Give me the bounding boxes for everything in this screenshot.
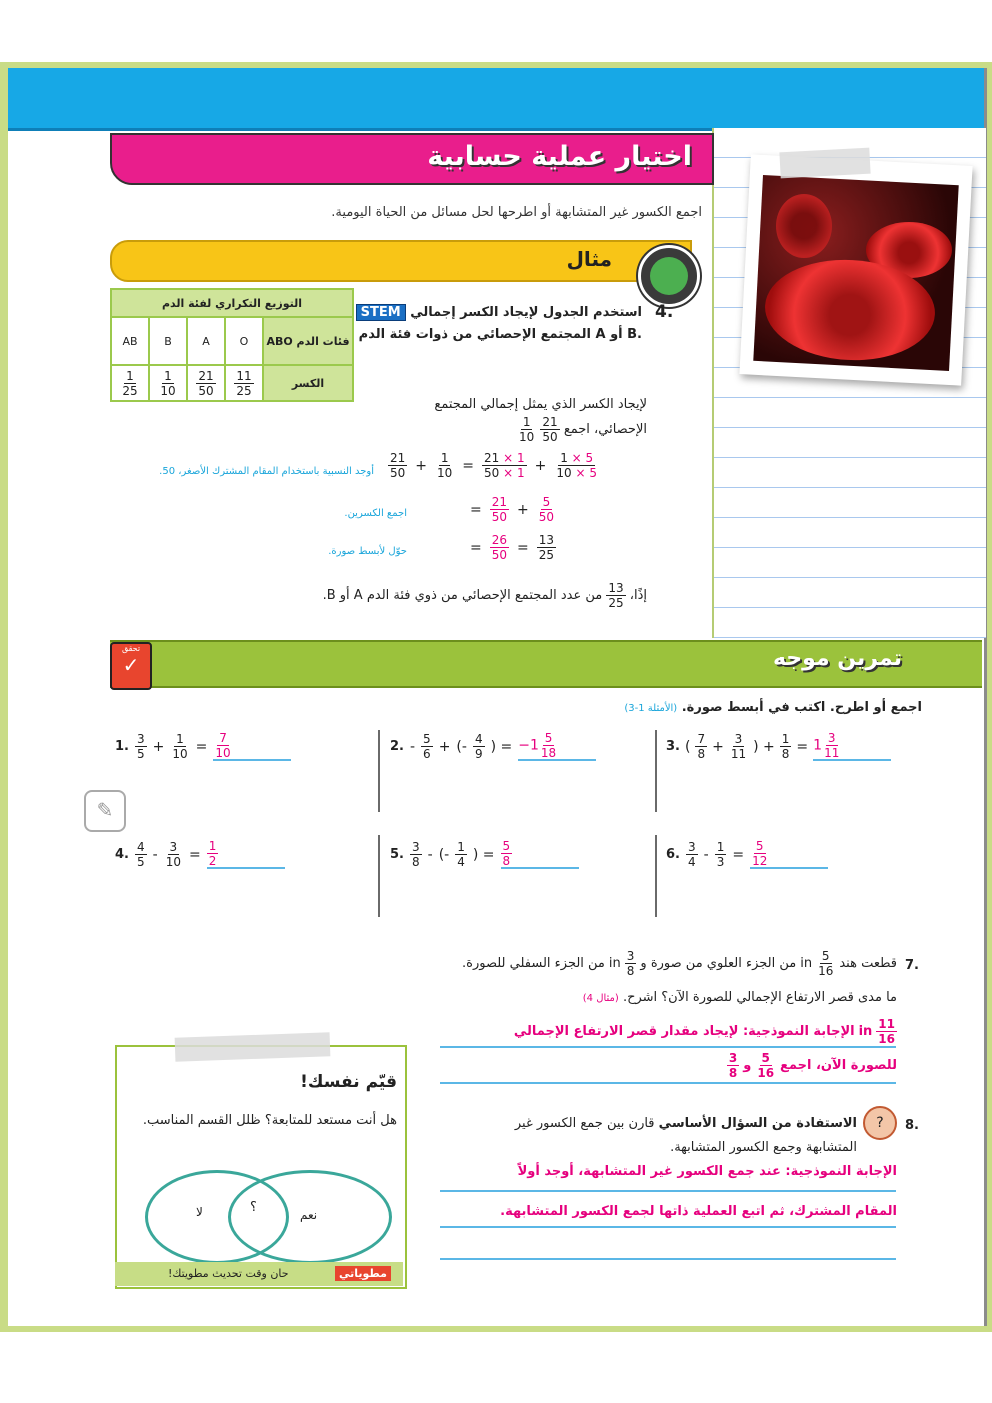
exercise-2: 2. - $\frac{5}{6}$ + (- $\frac{4}{9}$ ) = −1 $\frac{5}{18}$ [390,732,596,761]
table-title: التوزيع التكراري لفئة الدم [111,289,353,317]
self-check-question: هل أنت مستعد للمتابعة؟ ظلل القسم المناسب. [142,1113,397,1128]
example-label: مثال [566,247,612,271]
q7-number: 7. [905,958,919,973]
column-divider [378,835,380,917]
step-note-2: اجمع الكسرين. [344,508,407,519]
table-cell: B [149,317,187,365]
answer-line[interactable] [440,1226,896,1228]
column-divider [655,835,657,917]
problem-number: 4. [655,302,674,322]
table-cell: O [225,317,263,365]
foldable-label: مطوياتي [335,1266,391,1281]
table-cell: AB [111,317,149,365]
table-cell: $\frac{1}{10}$ [149,365,187,401]
worked-step-1: $\frac{21}{50}$ + $\frac{1}{10}$ = $\frac{21 \times 1}{50 \times 1}$ + $\frac{1 \times 5}{10 \times 5}$ [390,451,597,480]
answer-line[interactable] [440,1046,896,1048]
table-cell: A [187,317,225,365]
stem-tag: STEM [356,304,406,321]
check-icon[interactable] [110,642,152,690]
exercise-1: 1. $\frac{3}{5}$ + $\frac{1}{10}$ = $\frac{7}{10}$ [115,732,291,761]
top-banner [8,68,984,131]
column-divider [378,730,380,812]
notes-icon[interactable]: ✎ [84,790,126,832]
exercise-6: 6. $\frac{3}{4}$ - $\frac{1}{3}$ = $\frac{5}{12}$ [666,840,828,869]
exercise-3: 3. ( $\frac{7}{8}$ + $\frac{3}{11}$ ) + $\frac{1}{8}$ = 1 $\frac{3}{11}$ [666,732,891,761]
question-icon: ? [863,1106,897,1140]
example-conclusion: إذًا، $\frac{13}{25}$ من عدد المجتمع الإحصائي من ذوي فئة الدم A أو B. [322,581,647,610]
answer-field-4[interactable]: $\frac{1}{2}$ [207,840,285,869]
lesson-subtitle: اجمع الكسور غير المتشابهة أو اطرحها لحل مسائل من الحياة اليومية. [331,205,702,220]
guided-practice-heading: تمرين موجه [772,646,902,671]
guided-instruction: اجمع أو اطرح. اكتب في أبسط صورة. (الأمثلة 1-3) [624,700,922,715]
answer-field-1[interactable]: $\frac{7}{10}$ [213,732,291,761]
q8-text: الاستفادة من السؤال الأساسي قارن بين جمع الكسور غير المتشابهة وجمع الكسور المتشابهة. [514,1116,857,1155]
table-cell: $\frac{11}{25}$ [225,365,263,401]
answer-field-2[interactable]: −1 $\frac{5}{18}$ [518,732,596,761]
column-divider [655,730,657,812]
lesson-title: اختيار عملية حسابية [427,141,692,172]
exercise-5: 5. $\frac{3}{8}$ - (- $\frac{1}{4}$ ) = $\frac{5}{8}$ [390,840,579,869]
answer-field-3[interactable]: 1 $\frac{3}{11}$ [813,732,891,761]
q8-number: 8. [905,1118,919,1133]
q7-answer-1: $\frac{11}{16}$ in الإجابة النموذجية: لإيجاد مقدار قصر الارتفاع الإجمالي [513,1017,895,1046]
foldable-text: حان وقت تحديث مطويتك! [168,1267,289,1280]
table-cell: $\frac{1}{25}$ [111,365,149,401]
table-cell: $\frac{21}{50}$ [187,365,225,401]
step-note-1: أوجد النسبية باستخدام المقام المشترك الأصغر، 50. [159,466,374,477]
venn-maybe-label: ؟ [250,1200,257,1215]
problem-statement: استخدم الجدول لإيجاد الكسر إجمالي المجتمع الإحصائي من ذوات فئة الدم A أو B. [358,305,642,342]
worked-step-2: = $\frac{21}{50}$ + $\frac{5}{50}$ [470,495,555,524]
problem-text [342,302,642,346]
venn-yes-label: نعم [300,1208,318,1222]
globe-land-icon [650,257,688,295]
exercise-4: 4. $\frac{4}{5}$ - $\frac{3}{10}$ = $\frac{1}{2}$ [115,840,285,869]
worked-step-3: = $\frac{26}{50}$ = $\frac{13}{25}$ [470,533,555,562]
check-icon-label: تحقق [121,644,141,653]
q8-answer-2: المقام المشترك، ثم اتبع العملية ذاتها لجمع الكسور المتشابهة. [500,1204,897,1219]
answer-line[interactable] [440,1082,896,1084]
answer-field-6[interactable]: $\frac{5}{12}$ [750,840,828,869]
checkmark-icon: ✓ [122,653,140,677]
q7-line2: ما مدى قصر الارتفاع الإجمالي للصورة الآن؟ اشرح. (مثال 4) [582,990,897,1005]
q8-answer-1: الإجابة النموذجية: عند جمع الكسور غير المتشابهة، أوجد أولاً [517,1164,897,1179]
table-row-label: فئات الدم ABO [263,317,353,365]
step-note-3: حوّل لأبسط صورة. [328,546,407,557]
blood-type-table [110,288,354,402]
explanation-line: لإيجاد الكسر الذي يمثل إجمالي المجتمع الإحصائي، اجمع [434,397,647,437]
q7-text: قطعت هند $\frac{5}{16}$ in من الجزء العلوي من صورة و $\frac{3}{8}$ in من الجزء السفلي للصورة. [462,949,897,978]
answer-line[interactable] [440,1190,896,1192]
answer-field-5[interactable]: $\frac{5}{8}$ [501,840,579,869]
self-check-title: قيّم نفسك! [300,1072,397,1092]
q7-answer-2: للصورة الآن، اجمع $\frac{5}{16}$ و $\frac{3}{8}$ [728,1051,897,1080]
table-row-label: الكسر [263,365,353,401]
red-blood-cell-back [776,194,832,258]
venn-no-label: لا [196,1205,203,1219]
photo-tape [779,148,870,179]
explanation-text: لإيجاد الكسر الذي يمثل إجمالي المجتمع الإحصائي، اجمع $\frac{21}{50}$ $\frac{1}{10}$ [434,397,647,444]
answer-line[interactable] [440,1258,896,1260]
